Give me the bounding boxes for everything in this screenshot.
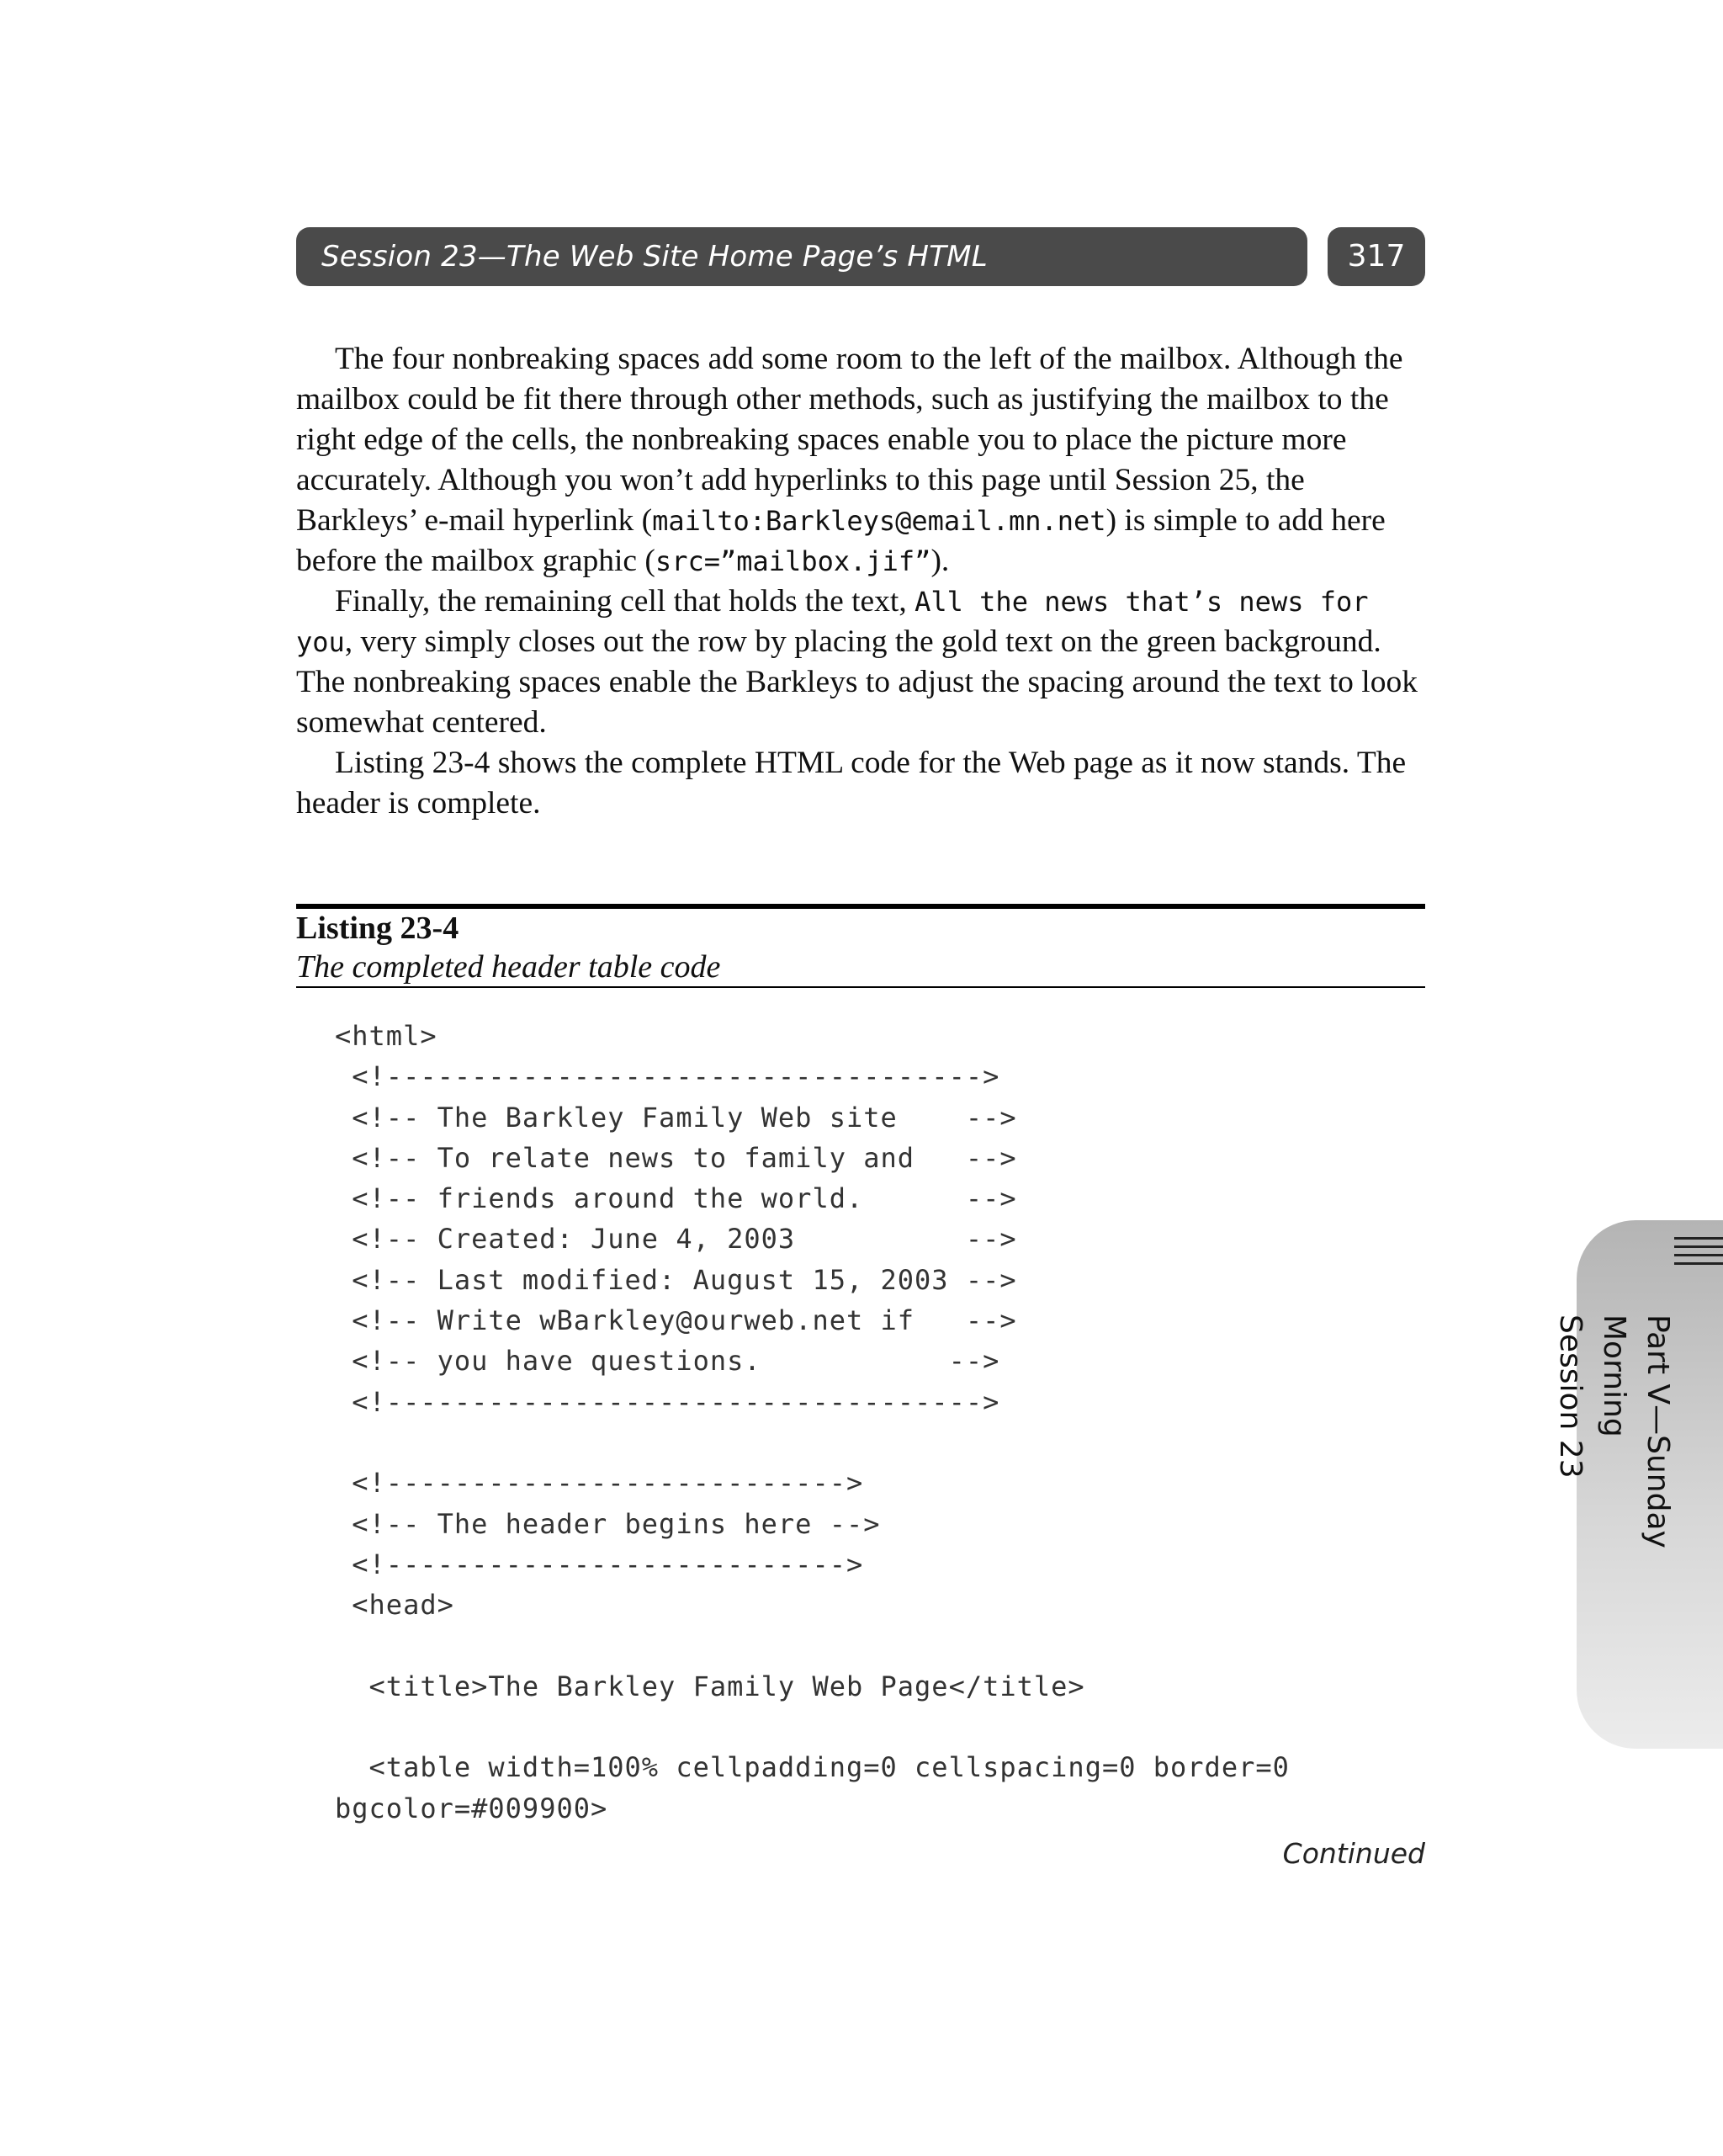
running-header <box>296 227 1307 286</box>
continued-label: Continued <box>1282 1837 1425 1870</box>
page-number: 317 <box>1328 227 1425 286</box>
side-tab-text <box>1553 1314 1679 1651</box>
tab-lines-icon <box>1674 1237 1723 1271</box>
paragraph-text: ). <box>930 544 950 578</box>
paragraph-text: Finally, the remaining cell that holds the text, <box>335 584 915 619</box>
paragraph <box>296 339 1428 581</box>
listing-title: Listing 23-4 <box>296 911 459 946</box>
paragraph-text: The four nonbreaking spaces add some room to the left of the mailbox. Although the mailbox could be fit there through other methods, such as justifying the mailbox to the right edge of the cells, the nonbreaking spaces enable you to place the picture more accurately. Although you won’t add hyperlinks to this page until Session 25, the Barkleys’ e-mail hyperlink ( <box>296 342 1403 538</box>
inline-code: src=”mailbox.jif” <box>655 545 931 577</box>
listing-top-rule <box>296 904 1425 909</box>
paragraph-text: ) is simple to add here before the mailbox graphic ( <box>296 503 1386 578</box>
side-tab-part: Part V—Sunday Morning <box>1597 1314 1675 1548</box>
paragraph <box>296 581 1428 743</box>
side-tab-session: Session 23 <box>1553 1314 1588 1479</box>
inline-code: All the news that’s news for you <box>296 586 1369 658</box>
inline-code: mailto:Barkleys@email.mn.net <box>652 505 1106 537</box>
running-header-title: Session 23—The Web Site Home Page’s HTML <box>321 240 988 273</box>
paragraph: Listing 23-4 shows the complete HTML code for the Web page as it now stands. The header is complete. <box>296 746 1407 820</box>
paragraph-text: , very simply closes out the row by placing the gold text on the green background. The nonbreaking spaces enable the Barkleys to adjust the spacing around the text to look somewhat centered. <box>296 624 1418 740</box>
code-listing: <html> <!-----------------------------------> <!-- The Barkley Family Web site --> <!-- To relate news to family and --> <!-- friends around the world. --> <!-- Created: June 4, 2003 --> <!-- Last modified: August 15, 2003 --> <!-- Write wBarkley@ourweb.net if --> <!-- you have questions. --> <!-----------------------------------> <!---------------------------> <!-- The header begins here --> <!---------------------------> <head> <title>The Barkley Family Web Page</title> <table width=100% cellpadding=0 cellspacing=0 border=0 bgcolor=#009900> <box>335 1020 1290 1824</box>
body-text <box>296 339 1428 824</box>
listing-bottom-rule <box>296 986 1425 988</box>
listing-caption: The completed header table code <box>296 949 721 985</box>
